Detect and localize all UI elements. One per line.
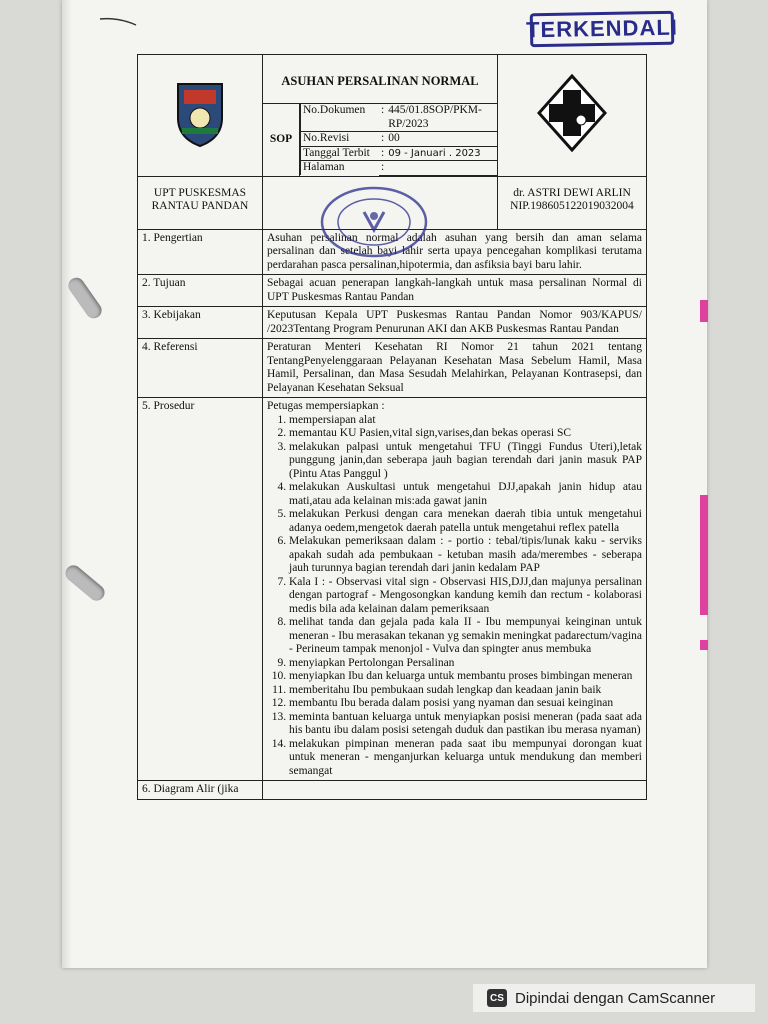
terkendali-stamp: TERKENDALI xyxy=(530,11,675,48)
section-label: 6. Diagram Alir (jika xyxy=(138,781,263,800)
meta-sep: : xyxy=(381,132,385,144)
section-tujuan-text: Sebagai acuan penerapan langkah-langkah untuk masa persalinan Normal di UPT Puskesmas Rantau Pandan xyxy=(263,275,647,307)
list-item: 7. Kala I : - Observasi vital sign - Observasi HIS,DJJ,dan majunya persalinan dengan partograf - Mengosongkan kandung kemih dan rectum - kolaborasi medis bila ada kelainan dalam pemeriksaan xyxy=(289,576,642,617)
pink-tab-1 xyxy=(700,300,708,322)
pen-scribble xyxy=(98,15,138,27)
camscanner-logo-icon: CS xyxy=(487,989,507,1007)
document-meta xyxy=(300,104,497,176)
signer-nip: NIP.198605122019032004 xyxy=(510,200,634,212)
camscanner-watermark xyxy=(473,984,755,1012)
list-item: 1. mempersiapan alat xyxy=(289,414,642,428)
section-kebijakan-text: Keputusan Kepala UPT Puskesmas Rantau Pandan Nomor 903/KAPUS/ /2023Tentang Program Penurunan AKI dan AKB Puskesmas Rantau Pandan xyxy=(263,307,647,339)
signer-cell xyxy=(498,176,647,229)
meta-value: 00 xyxy=(386,132,497,147)
meta-sep: : xyxy=(379,104,386,132)
list-item: 10. menyiapkan Ibu dan keluarga untuk membantu proses bimbingan meneran xyxy=(289,670,642,684)
meta-sep: : xyxy=(381,146,385,159)
page-fold-shadow xyxy=(62,0,72,968)
pink-tab-3 xyxy=(700,640,708,650)
section-diagram-body xyxy=(263,781,647,800)
section-label: 2. Tujuan xyxy=(138,275,263,307)
camscanner-text: Dipindai dengan CamScanner xyxy=(515,989,716,1007)
meta-key: No.Dokumen xyxy=(301,104,380,132)
section-pengertian-text: Asuhan persalinan normal adalah asuhan yang bersih dan aman selama persalinan dan setelah bayi lahir serta upaya pencegahan komplikasi terutama perdarahan pasca persalinan,hipotermia, dan asfiksia bayi baru lahir. xyxy=(263,229,647,275)
section-prosedur xyxy=(263,398,647,781)
list-item: 14. melakukan pimpinan meneran pada saat ibu mempunyai dorongan kuat untuk meneran - menganjurkan keluarga untuk mendukung dan memberi semangat xyxy=(289,738,642,779)
organization-name: UPT PUSKESMAS RANTAU PANDAN xyxy=(138,176,263,229)
signer-name: dr. ASTRI DEWI ARLIN xyxy=(513,186,631,199)
section-label: 3. Kebijakan xyxy=(138,307,263,339)
list-item: 12. membantu Ibu berada dalam posisi yang nyaman dan sesuai keinginan xyxy=(289,697,642,711)
list-item: 6. Melakukan pemeriksaan dalam : - portio : tebal/tipis/lunak kaku - serviks apakah sudah ada pembukaan - ketuban masih ada/merembes - seberapa jauh turunnya bagian terendah dari janin kedalam PAP xyxy=(289,535,642,576)
list-item: 5. melakukan Perkusi dengan cara menekan daerah tibia untuk mengetahui adanya oedem,mengetok daerah patella untuk mengetahui reflex patella xyxy=(289,508,642,535)
list-item: 3. melakukan palpasi untuk mengetahui TFU (Tinggi Fundus Uteri),letak punggung janin,dan seberapa jauh bagian terendah dari janin masuk PAP (Pintu Atas Panggul ) xyxy=(289,441,642,482)
official-round-stamp xyxy=(318,186,430,258)
prosedur-steps xyxy=(267,414,642,779)
document-meta-cell xyxy=(300,104,498,177)
list-item: 11. memberitahu Ibu pembukaan sudah lengkap dan keadaan janin baik xyxy=(289,684,642,698)
list-item: 9. menyiapkan Pertolongan Persalinan xyxy=(289,657,642,671)
section-label: 5. Prosedur xyxy=(138,398,263,781)
pink-tab-2 xyxy=(700,495,708,615)
meta-sep: : xyxy=(381,161,385,173)
regency-emblem-icon xyxy=(170,78,230,148)
meta-value xyxy=(386,161,497,176)
meta-value: 445/01.8SOP/PKM-RP/2023 xyxy=(386,104,497,132)
sop-label: SOP xyxy=(263,104,300,177)
list-item: 8. melihat tanda dan gejala pada kala II - Ibu mempunyai keinginan untuk meneran - Ibu merasakan tekanan yg semakin meningkat padarectum/vagina - Perineum tampak menonjol - Vulva dan spingter anus membuka xyxy=(289,616,642,657)
regency-logo-cell xyxy=(138,55,263,177)
puskesmas-logo-icon xyxy=(537,74,607,152)
list-item: 2. memantau KU Pasien,vital sign,varises,dan bekas operasi SC xyxy=(289,427,642,441)
sop-table xyxy=(137,54,647,800)
section-label: 1. Pengertian xyxy=(138,229,263,275)
meta-key: Tanggal Terbit xyxy=(301,146,380,161)
list-item: 4. melakukan Auskultasi untuk mengetahui DJJ,apakah janin hidup atau mati,atau ada kelainan mis:ada gawat janin xyxy=(289,481,642,508)
document-title: ASUHAN PERSALINAN NORMAL xyxy=(263,55,498,104)
section-label: 4. Referensi xyxy=(138,339,263,398)
section-referensi-text: Peraturan Menteri Kesehatan RI Nomor 21 tahun 2021 tentang TentangPenyelenggaraan Pelayanan Kesehatan Masa Sebelum Hamil, Masa Hamil, Persalinan, dan Masa Sesudah Melahirkan, Pelayanan Kontrasepsi, dan Pelayanan Kesehatan Seksual xyxy=(263,339,647,398)
meta-key: No.Revisi xyxy=(301,132,380,147)
meta-value: 09 - Januari . 2023 xyxy=(386,146,497,161)
prosedur-intro: Petugas mempersiapkan : xyxy=(267,400,385,412)
meta-key: Halaman xyxy=(301,161,380,176)
puskesmas-logo-cell xyxy=(498,55,647,177)
list-item: 13. meminta bantuan keluarga untuk menyiapkan posisi meneran (pada saat ada his bantu ibu dalam posisi setengah duduk dan pastikan ibu merasa nyaman) xyxy=(289,711,642,738)
